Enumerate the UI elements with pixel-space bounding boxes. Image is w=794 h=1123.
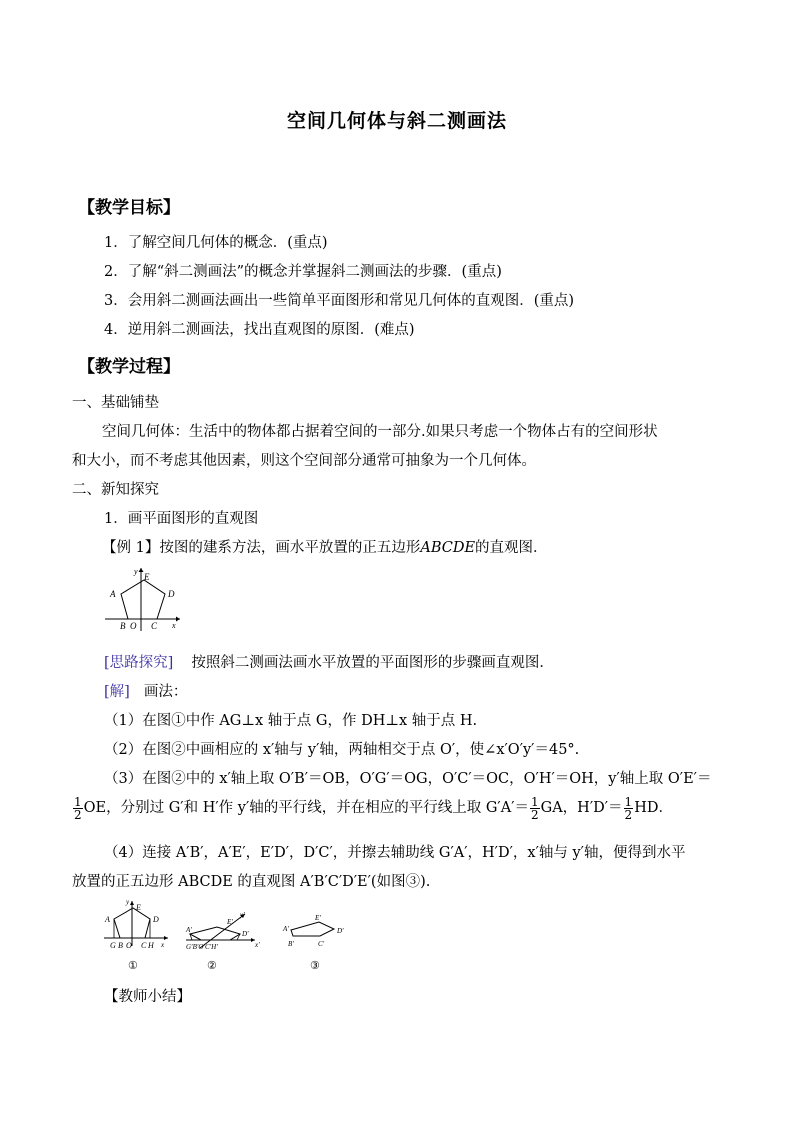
- solve-text: 画法：: [143, 684, 188, 700]
- goal-item-4: 4．逆用斜二测画法，找出直观图的原图．(难点): [104, 322, 415, 338]
- svg-text:A′: A′: [186, 926, 192, 934]
- svg-text:O: O: [126, 941, 132, 950]
- svg-text:A: A: [105, 915, 110, 924]
- figure-1-original: [104, 898, 168, 972]
- svg-text:y: y: [134, 567, 138, 576]
- part1-heading: 一、基础铺垫: [72, 395, 159, 411]
- fraction-half: $\frac{1}{2}$: [530, 794, 539, 822]
- step-2: （2）在图②中画相应的 x′轴与 y′轴，两轴相交于点 O′，使∠x′O′y′＝45°.: [104, 742, 580, 758]
- svg-text:H: H: [148, 941, 154, 950]
- page-title: 空间几何体与斜二测画法: [286, 110, 507, 132]
- svg-text:A′: A′: [283, 925, 289, 933]
- para1-line1: 空间几何体：生活中的物体都占据着空间的一部分.如果只考虑一个物体占有的空间形状: [102, 424, 658, 440]
- step-4-line1: （4）连接 A′B′，A′E′，E′D′，D′C′，并擦去辅助线 G′A′，H′D′，x′轴与 y′轴，便得到水平: [104, 845, 686, 861]
- solve-tag: [解]: [104, 684, 130, 700]
- subsection-1: 1．画平面图形的直观图: [104, 511, 259, 527]
- figure-2-construction: [185, 911, 260, 972]
- svg-text:G: G: [110, 941, 116, 950]
- section-process-heading: 【教学过程】: [78, 357, 180, 377]
- fraction-half: $\frac{1}{2}$: [624, 794, 633, 822]
- svg-text:C: C: [141, 941, 147, 950]
- step-3-line2: $\frac{1}{2}$ OE，分别过 G′和 H′作 y′轴的平行线，并在相应的平行线上取 G′A′＝ $\frac{1}{2}$ GA，H′D′＝ $\frac{1}{2}$ HD．: [74, 794, 673, 822]
- svg-text:B: B: [118, 941, 123, 950]
- think-text: 按照斜二测画法画水平放置的平面图形的步骤画直观图．: [191, 655, 554, 671]
- solve-paragraph: [104, 682, 187, 702]
- teacher-summary-heading: 【教师小结】: [104, 989, 191, 1005]
- construction-figures: [100, 896, 360, 976]
- svg-text:B′: B′: [288, 940, 294, 948]
- step-3-line1: （3）在图②中的 x′轴上取 O′B′＝OB，O′G′＝OG，O′C′＝OC，O′H′＝OH，y′轴上取 O′E′＝: [104, 771, 712, 787]
- para1-line2: 和大小，而不考虑其他因素，则这个空间部分通常可抽象为一个几何体。: [72, 453, 536, 469]
- example-tail: 的直观图．: [475, 540, 548, 556]
- example-1: [102, 538, 548, 558]
- svg-text:C′: C′: [318, 940, 325, 948]
- example-figure-name: ABCDE: [420, 540, 476, 556]
- svg-text:D′: D′: [242, 930, 249, 938]
- step-1: （1）在图①中作 AG⊥x 轴于点 G，作 DH⊥x 轴于点 H.: [104, 713, 478, 729]
- svg-text:D: D: [153, 915, 159, 924]
- svg-text:y: y: [126, 898, 130, 906]
- goal-item-2: 2．了解“斜二测画法”的概念并掌握斜二测画法的步骤．(重点): [104, 264, 502, 280]
- goal-item-1: 1．了解空间几何体的概念．(重点): [104, 235, 328, 251]
- svg-text:x: x: [172, 621, 176, 630]
- svg-text:D: D: [168, 589, 175, 599]
- figure-3-result: [282, 914, 344, 972]
- svg-text:E′: E′: [227, 918, 233, 926]
- svg-text:D′: D′: [337, 927, 344, 935]
- section-goals-heading: 【教学目标】: [78, 198, 180, 218]
- example-text: 按图的建系方法，画水平放置的正五边形: [159, 540, 421, 556]
- part2-heading: 二、新知探究: [72, 482, 159, 498]
- step-4-line2: 放置的正五边形 ABCDE 的直观图 A′B′C′D′E′(如图③).: [72, 874, 431, 890]
- svg-text:x: x: [161, 941, 165, 949]
- think-paragraph: [104, 653, 554, 673]
- svg-text:②: ②: [207, 960, 217, 972]
- svg-text:O: O: [130, 621, 137, 631]
- svg-text:①: ①: [128, 960, 138, 972]
- svg-text:C: C: [151, 621, 158, 631]
- svg-text:x′: x′: [255, 941, 260, 949]
- think-tag: [思路探究]: [104, 655, 174, 671]
- pentagon-figure: [100, 563, 185, 633]
- svg-text:E: E: [136, 903, 141, 912]
- goal-item-3: 3．会用斜二测画法画出一些简单平面图形和常见几何体的直观图．(重点): [104, 293, 575, 309]
- svg-text:③: ③: [310, 960, 320, 972]
- svg-text:E′: E′: [315, 914, 321, 922]
- svg-text:B: B: [120, 621, 126, 631]
- example-tag: 【例 1】: [102, 540, 160, 556]
- svg-text:y′: y′: [240, 911, 245, 919]
- fraction-half: $\frac{1}{2}$: [74, 794, 82, 822]
- svg-text:A: A: [110, 589, 116, 599]
- svg-text:E: E: [144, 572, 150, 582]
- svg-text:G′B′O′C′H′: G′B′O′C′H′: [186, 943, 218, 951]
